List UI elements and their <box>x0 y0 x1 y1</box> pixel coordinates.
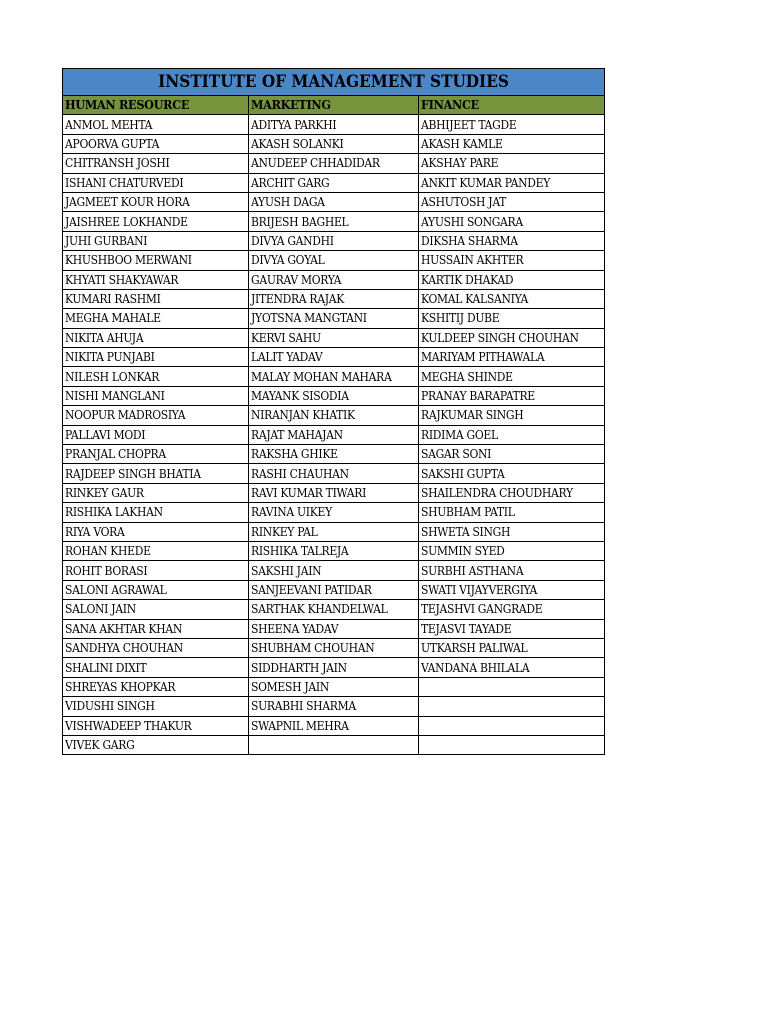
cell-marketing: LALIT YADAV <box>249 348 419 367</box>
cell-marketing: SURABHI SHARMA <box>249 697 419 716</box>
table-row <box>63 677 605 696</box>
table-row <box>63 464 605 483</box>
cell-human-resource: RISHIKA LAKHAN <box>63 503 249 522</box>
cell-marketing: JYOTSNA MANGTANI <box>249 309 419 328</box>
cell-finance: SHWETA SINGH <box>419 522 605 541</box>
cell-human-resource: ANMOL MEHTA <box>63 115 249 134</box>
cell-finance: VANDANA BHILALA <box>419 658 605 677</box>
cell-human-resource: VIDUSHI SINGH <box>63 697 249 716</box>
cell-marketing: SIDDHARTH JAIN <box>249 658 419 677</box>
table-row <box>63 270 605 289</box>
cell-finance <box>419 697 605 716</box>
table-row <box>63 522 605 541</box>
cell-marketing: ARCHIT GARG <box>249 173 419 192</box>
cell-human-resource: RIYA VORA <box>63 522 249 541</box>
cell-finance: SURBHI ASTHANA <box>419 561 605 580</box>
cell-marketing <box>249 735 419 754</box>
cell-finance: KOMAL KALSANIYA <box>419 289 605 308</box>
cell-human-resource: SALONI AGRAWAL <box>63 580 249 599</box>
title-row <box>63 69 605 96</box>
cell-finance: KSHITIJ DUBE <box>419 309 605 328</box>
cell-finance: ASHUTOSH JAT <box>419 192 605 211</box>
cell-finance: ABHIJEET TAGDE <box>419 115 605 134</box>
cell-human-resource: NILESH LONKAR <box>63 367 249 386</box>
cell-marketing: AYUSH DAGA <box>249 192 419 211</box>
table-row <box>63 697 605 716</box>
cell-marketing: BRIJESH BAGHEL <box>249 212 419 231</box>
cell-finance: SUMMIN SYED <box>419 541 605 560</box>
cell-marketing: MALAY MOHAN MAHARA <box>249 367 419 386</box>
cell-marketing: RASHI CHAUHAN <box>249 464 419 483</box>
cell-marketing: RINKEY PAL <box>249 522 419 541</box>
cell-marketing: SANJEEVANI PATIDAR <box>249 580 419 599</box>
cell-marketing: ANUDEEP CHHADIDAR <box>249 154 419 173</box>
cell-marketing: DIVYA GOYAL <box>249 251 419 270</box>
table-row <box>63 735 605 754</box>
table-row <box>63 600 605 619</box>
cell-human-resource: ROHIT BORASI <box>63 561 249 580</box>
cell-marketing: ADITYA PARKHI <box>249 115 419 134</box>
table-row <box>63 716 605 735</box>
cell-human-resource: SANA AKHTAR KHAN <box>63 619 249 638</box>
cell-human-resource: SALONI JAIN <box>63 600 249 619</box>
table-row <box>63 367 605 386</box>
header-row <box>63 96 605 115</box>
cell-human-resource: CHITRANSH JOSHI <box>63 154 249 173</box>
cell-marketing: JITENDRA RAJAK <box>249 289 419 308</box>
cell-human-resource: VISHWADEEP THAKUR <box>63 716 249 735</box>
table-row <box>63 483 605 502</box>
cell-finance: TEJASHVI GANGRADE <box>419 600 605 619</box>
cell-marketing: RAVI KUMAR TIWARI <box>249 483 419 502</box>
cell-human-resource: SANDHYA CHOUHAN <box>63 638 249 657</box>
table-row <box>63 541 605 560</box>
table-row <box>63 251 605 270</box>
cell-marketing: RAKSHA GHIKE <box>249 445 419 464</box>
cell-finance: RIDIMA GOEL <box>419 425 605 444</box>
cell-human-resource: VIVEK GARG <box>63 735 249 754</box>
column-header-human-resource: HUMAN RESOURCE <box>63 96 249 115</box>
cell-finance: AKASH KAMLE <box>419 134 605 153</box>
column-header-marketing: MARKETING <box>249 96 419 115</box>
cell-human-resource: ROHAN KHEDE <box>63 541 249 560</box>
cell-marketing: RAVINA UIKEY <box>249 503 419 522</box>
cell-human-resource: SHREYAS KHOPKAR <box>63 677 249 696</box>
cell-human-resource: MEGHA MAHALE <box>63 309 249 328</box>
table-body <box>63 115 605 755</box>
table-row <box>63 212 605 231</box>
cell-marketing: GAURAV MORYA <box>249 270 419 289</box>
table-row <box>63 348 605 367</box>
cell-human-resource: ISHANI CHATURVEDI <box>63 173 249 192</box>
table-row <box>63 638 605 657</box>
table-row <box>63 580 605 599</box>
table-row <box>63 173 605 192</box>
cell-human-resource: KHYATI SHAKYAWAR <box>63 270 249 289</box>
table-row <box>63 192 605 211</box>
cell-finance: AKSHAY PARE <box>419 154 605 173</box>
cell-finance: AYUSHI SONGARA <box>419 212 605 231</box>
cell-marketing: NIRANJAN KHATIK <box>249 406 419 425</box>
cell-marketing: SARTHAK KHANDELWAL <box>249 600 419 619</box>
cell-marketing: RISHIKA TALREJA <box>249 541 419 560</box>
cell-finance: SHAILENDRA CHOUDHARY <box>419 483 605 502</box>
cell-finance: ANKIT KUMAR PANDEY <box>419 173 605 192</box>
cell-human-resource: PRANJAL CHOPRA <box>63 445 249 464</box>
cell-human-resource: SHALINI DIXIT <box>63 658 249 677</box>
cell-marketing: MAYANK SISODIA <box>249 386 419 405</box>
cell-human-resource: NOOPUR MADROSIYA <box>63 406 249 425</box>
table-row <box>63 134 605 153</box>
table-row <box>63 328 605 347</box>
cell-human-resource: NIKITA PUNJABI <box>63 348 249 367</box>
table-row <box>63 406 605 425</box>
cell-finance: SAKSHI GUPTA <box>419 464 605 483</box>
cell-finance: SAGAR SONI <box>419 445 605 464</box>
cell-marketing: SWAPNIL MEHRA <box>249 716 419 735</box>
table-row <box>63 619 605 638</box>
cell-finance: MARIYAM PITHAWALA <box>419 348 605 367</box>
table-row <box>63 115 605 134</box>
table-row <box>63 154 605 173</box>
table-row <box>63 289 605 308</box>
cell-finance: RAJKUMAR SINGH <box>419 406 605 425</box>
cell-finance: KARTIK DHAKAD <box>419 270 605 289</box>
cell-human-resource: NIKITA AHUJA <box>63 328 249 347</box>
cell-finance: MEGHA SHINDE <box>419 367 605 386</box>
cell-human-resource: JUHI GURBANI <box>63 231 249 250</box>
cell-finance: DIKSHA SHARMA <box>419 231 605 250</box>
cell-finance <box>419 716 605 735</box>
cell-marketing: DIVYA GANDHI <box>249 231 419 250</box>
cell-finance: SHUBHAM PATIL <box>419 503 605 522</box>
table-row <box>63 425 605 444</box>
table-row <box>63 386 605 405</box>
cell-marketing: SHEENA YADAV <box>249 619 419 638</box>
cell-human-resource: PALLAVI MODI <box>63 425 249 444</box>
cell-human-resource: KUMARI RASHMI <box>63 289 249 308</box>
cell-finance: UTKARSH PALIWAL <box>419 638 605 657</box>
student-list-table <box>62 68 605 755</box>
cell-marketing: SAKSHI JAIN <box>249 561 419 580</box>
cell-human-resource: JAISHREE LOKHANDE <box>63 212 249 231</box>
cell-marketing: SHUBHAM CHOUHAN <box>249 638 419 657</box>
cell-human-resource: JAGMEET KOUR HORA <box>63 192 249 211</box>
cell-human-resource: APOORVA GUPTA <box>63 134 249 153</box>
cell-human-resource: RAJDEEP SINGH BHATIA <box>63 464 249 483</box>
sheet-title: INSTITUTE OF MANAGEMENT STUDIES <box>63 69 605 96</box>
table-row <box>63 231 605 250</box>
cell-finance: PRANAY BARAPATRE <box>419 386 605 405</box>
cell-finance: TEJASVI TAYADE <box>419 619 605 638</box>
table-row <box>63 658 605 677</box>
table-row <box>63 561 605 580</box>
cell-human-resource: RINKEY GAUR <box>63 483 249 502</box>
cell-human-resource: NISHI MANGLANI <box>63 386 249 405</box>
cell-marketing: SOMESH JAIN <box>249 677 419 696</box>
cell-finance <box>419 735 605 754</box>
cell-finance: KULDEEP SINGH CHOUHAN <box>419 328 605 347</box>
cell-finance: SWATI VIJAYVERGIYA <box>419 580 605 599</box>
cell-marketing: KERVI SAHU <box>249 328 419 347</box>
cell-finance <box>419 677 605 696</box>
cell-marketing: AKASH SOLANKI <box>249 134 419 153</box>
table-row <box>63 445 605 464</box>
cell-finance: HUSSAIN AKHTER <box>419 251 605 270</box>
cell-human-resource: KHUSHBOO MERWANI <box>63 251 249 270</box>
table-row <box>63 309 605 328</box>
column-header-finance: FINANCE <box>419 96 605 115</box>
table-row <box>63 503 605 522</box>
cell-marketing: RAJAT MAHAJAN <box>249 425 419 444</box>
